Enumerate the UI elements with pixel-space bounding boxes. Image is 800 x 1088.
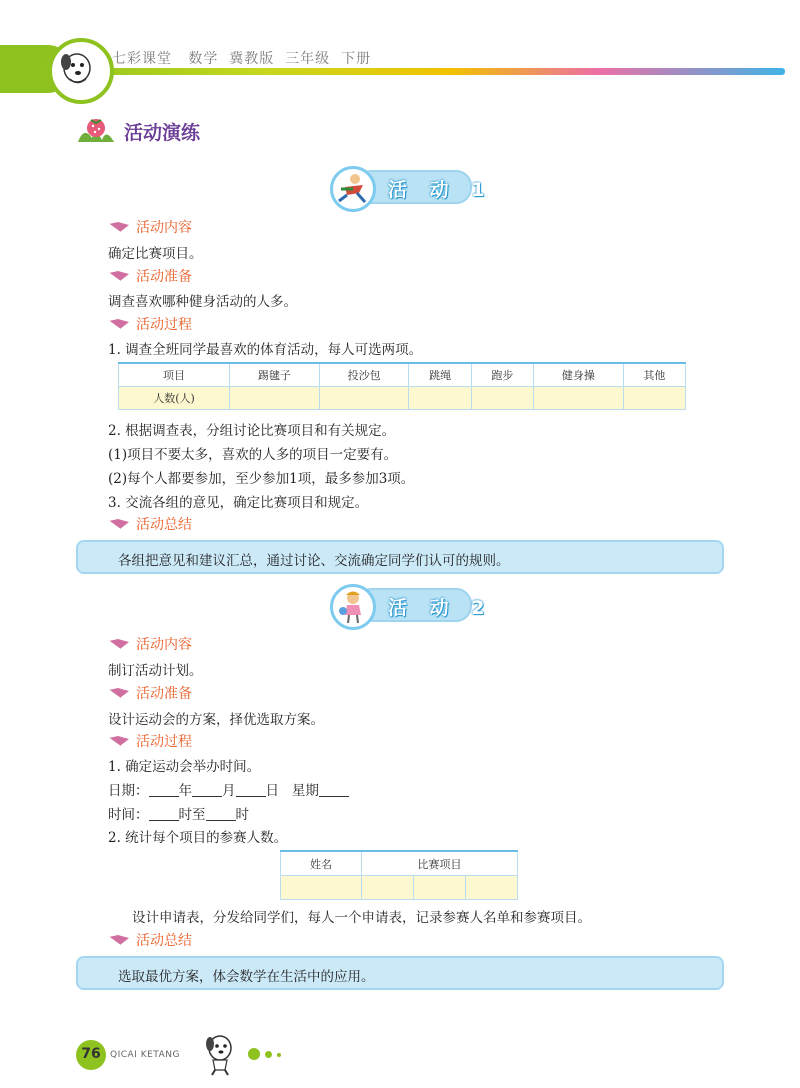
activity-2-summary-heading: 活动总结	[108, 930, 192, 950]
table-cell	[319, 387, 409, 410]
footer-brand: QICAI KETANG	[110, 1050, 180, 1060]
month-blank	[192, 784, 222, 797]
activity-2-content-text: 制订活动计划。	[108, 663, 203, 679]
month-label: 月	[222, 783, 236, 799]
book-icon	[108, 270, 130, 282]
activity-1-content-heading: 活动内容	[108, 217, 192, 237]
strawberry-icon	[76, 116, 116, 144]
header-subject: 数学	[188, 51, 219, 67]
activity-2-step-1: 1. 确定运动会举办时间。	[108, 759, 261, 775]
table-header-cell: 项目	[119, 363, 230, 387]
table-cell	[471, 387, 533, 410]
header-series: 七彩课堂	[112, 51, 172, 67]
date-label: 日期：	[108, 783, 149, 799]
time-line	[108, 803, 249, 823]
table-row	[281, 876, 518, 900]
book-icon	[108, 518, 130, 530]
time-to-label: 时	[235, 807, 249, 823]
header-title	[112, 48, 371, 68]
day-blank	[236, 784, 266, 797]
table-header-row	[119, 363, 686, 387]
table-row-label: 人数(人)	[119, 387, 230, 410]
time-from-label: 时至	[178, 807, 206, 823]
activity-1-step-2: 2. 根据调查表，分组讨论比赛项目和有关规定。	[108, 423, 396, 439]
activity-2-summary-box	[76, 956, 724, 990]
activity-2-prep-text: 设计运动会的方案，择优选取方案。	[108, 712, 324, 728]
mascot-icon	[48, 38, 114, 104]
table-cell	[413, 876, 465, 900]
year-blank	[149, 784, 179, 797]
activity-2-prep-heading: 活动准备	[108, 683, 192, 703]
activity-1-process-heading: 活动过程	[108, 314, 192, 334]
activity-1-content-text: 确定比赛项目。	[108, 246, 203, 262]
footer-dot-medium	[265, 1051, 272, 1058]
table-cell	[409, 387, 471, 410]
activity-2-content-heading: 活动内容	[108, 634, 192, 654]
table-cell	[230, 387, 320, 410]
activity-2-process-heading: 活动过程	[108, 731, 192, 751]
table-header-cell: 跳绳	[409, 363, 471, 387]
activity-2-label: 活 动 2	[388, 597, 493, 619]
table-cell	[362, 876, 414, 900]
activity-1-prep-heading: 活动准备	[108, 266, 192, 286]
book-icon	[108, 934, 130, 946]
footer-dot-large	[248, 1048, 260, 1060]
activity-1-summary-heading: 活动总结	[108, 514, 192, 534]
table-header-cell: 健身操	[534, 363, 624, 387]
time-from-blank	[149, 808, 179, 821]
header-grade: 三年级	[285, 51, 331, 67]
table-header-cell: 比赛项目	[362, 851, 518, 876]
book-icon	[108, 687, 130, 699]
header-volume: 下册	[341, 51, 372, 67]
page-number: 76	[81, 1046, 101, 1062]
table-row	[119, 387, 686, 410]
table-cell	[465, 876, 517, 900]
weekday-blank	[319, 784, 349, 797]
entry-form-table	[280, 850, 518, 900]
running-kid-icon	[330, 166, 376, 212]
activity-1-step-2a: (1)项目不要太多，喜欢的人多的项目一定要有。	[108, 447, 398, 463]
survey-table	[118, 362, 686, 410]
activity-1-step-1: 1. 调查全班同学最喜欢的体育活动，每人可选两项。	[108, 342, 423, 358]
activity-1-summary-box	[76, 540, 724, 574]
time-label: 时间：	[108, 807, 149, 823]
footer-dot-small	[277, 1053, 281, 1057]
header-edition: 冀教版	[229, 51, 275, 67]
activity-2-step-2: 2. 统计每个项目的参赛人数。	[108, 830, 288, 846]
table-header-cell: 投沙包	[319, 363, 409, 387]
table-header-row	[281, 851, 518, 876]
book-icon	[108, 318, 130, 330]
table-cell	[281, 876, 362, 900]
book-icon	[108, 221, 130, 233]
date-line	[108, 779, 349, 799]
table-header-cell: 姓名	[281, 851, 362, 876]
section-title: 活动演练	[124, 122, 201, 144]
table-header-cell: 踢毽子	[230, 363, 320, 387]
day-label: 日	[265, 783, 279, 799]
weekday-label: 星期	[291, 783, 319, 799]
table-cell	[534, 387, 624, 410]
year-label: 年	[178, 783, 192, 799]
activity-1-badge	[330, 166, 493, 204]
footer-mascot-icon	[198, 1030, 244, 1076]
book-icon	[108, 735, 130, 747]
table-header-cell: 其他	[623, 363, 685, 387]
activity-1-label: 活 动 1	[388, 179, 493, 201]
table-cell	[623, 387, 685, 410]
activity-2-summary-text: 选取最优方案，体会数学在生活中的应用。	[118, 969, 375, 985]
book-icon	[108, 638, 130, 650]
time-to-blank	[206, 808, 236, 821]
header-color-bar	[40, 68, 785, 75]
activity-1-prep-text: 调查喜欢哪种健身活动的人多。	[108, 294, 297, 310]
activity-1-summary-text: 各组把意见和建议汇总，通过讨论、交流确定同学们认可的规则。	[118, 553, 510, 569]
activity-2-form-text: 设计申请表，分发给同学们，每人一个申请表，记录参赛人名单和参赛项目。	[132, 910, 591, 926]
girl-with-ball-icon	[330, 584, 376, 630]
table-header-cell: 跑步	[471, 363, 533, 387]
activity-1-step-2b: (2)每个人都要参加，至少参加1项，最多参加3项。	[108, 471, 415, 487]
activity-2-badge	[330, 584, 493, 622]
activity-1-step-3: 3. 交流各组的意见，确定比赛项目和规定。	[108, 495, 369, 511]
